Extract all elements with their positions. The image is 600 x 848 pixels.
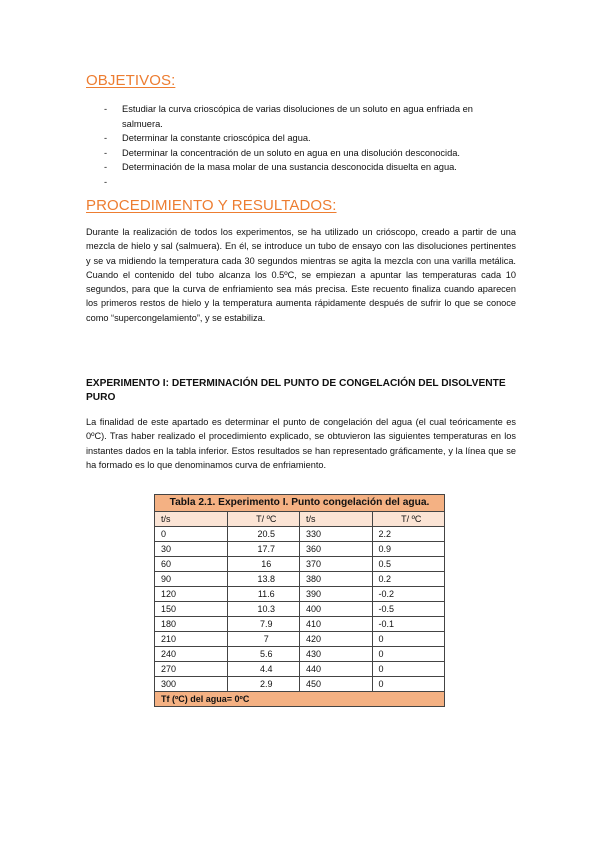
table-cell: 17.7 [227, 542, 300, 557]
table-cell: 450 [300, 677, 373, 692]
table-cell: 16 [227, 557, 300, 572]
table-row [155, 527, 445, 542]
experimento1-paragraph: La finalidad de este apartado es determinar el punto de congelación del agua (el cual teóricamente es 0ºC). Tras haber realizado el procedimiento explicado, se obtuvieron las siguientes temperaturas en los instantes dados en la tabla inferior. Estos resultados se han representado gráficamente, y la línea que se ha formado es lo que denominamos curva de enfriamiento. [86, 417, 516, 470]
table-cell: 120 [155, 587, 228, 602]
table-cell: 430 [300, 647, 373, 662]
table-row [155, 677, 445, 692]
table-cell: 270 [155, 662, 228, 677]
table-cell: 360 [300, 542, 373, 557]
table-cell: 30 [155, 542, 228, 557]
table-cell: 13.8 [227, 572, 300, 587]
table-cell: -0.2 [372, 587, 445, 602]
table-cell: 90 [155, 572, 228, 587]
table-header-cell: t/s [155, 512, 228, 527]
procedimiento-paragraph: Durante la realización de todos los experimentos, se ha utilizado un crióscopo, creado a partir de una mezcla de hielo y sal (salmuera). En él, se introduce un tubo de ensayo con las disoluciones pertinentes y se va midiendo la temperatura cada 30 segundos mientras se agita la mezcla con una varilla metálica. Cuando el contenido del tubo alcanza los 0.5ºC, se empiezan a apuntar las temperaturas cada 10 segundos, para que la curva de enfriamiento sea más precisa. Este recuento finaliza cuando aparecen los primeros restos de hielo y la temperatura aumenta rápidamente después de sufrir lo que se conoce como “supercongelamiento”, y se estabiliza. [86, 227, 516, 323]
table-cell: 400 [300, 602, 373, 617]
table-cell: 0.9 [372, 542, 445, 557]
table-cell: 0 [155, 527, 228, 542]
table-cell: 440 [300, 662, 373, 677]
table-cell: 4.4 [227, 662, 300, 677]
objetivo-item: - Determinar la constante crioscópica del agua. [104, 131, 504, 146]
table-cell: 0 [372, 647, 445, 662]
table-cell: 150 [155, 602, 228, 617]
table-cell: 240 [155, 647, 228, 662]
table-cell: 20.5 [227, 527, 300, 542]
table-row [155, 602, 445, 617]
table-cell: 60 [155, 557, 228, 572]
table-cell: 330 [300, 527, 373, 542]
table-cell: 2.2 [372, 527, 445, 542]
table-row [155, 647, 445, 662]
table-cell: 5.6 [227, 647, 300, 662]
table-cell: 7 [227, 632, 300, 647]
objetivo-item: - Estudiar la curva crioscópica de varias disoluciones de un soluto en agua enfriada en salmuera. [104, 102, 504, 131]
table-cell: 0.2 [372, 572, 445, 587]
table-cell: 0.5 [372, 557, 445, 572]
table-header-row [155, 512, 445, 527]
table-row [155, 542, 445, 557]
table-cell: 11.6 [227, 587, 300, 602]
table-cell: 0 [372, 677, 445, 692]
table-cell: 390 [300, 587, 373, 602]
table-header-cell: T/ ºC [372, 512, 445, 527]
table-cell: 210 [155, 632, 228, 647]
table-body [155, 527, 445, 692]
table-row [155, 632, 445, 647]
objetivo-item: - Determinación de la masa molar de una sustancia desconocida disuelta en agua. [104, 160, 504, 175]
table-cell: 410 [300, 617, 373, 632]
table-row [155, 572, 445, 587]
procedimiento-heading: PROCEDIMIENTO Y RESULTADOS: [86, 197, 337, 214]
objetivo-item: - Determinar la concentración de un soluto en agua en una disolución desconocida. [104, 146, 504, 161]
objetivos-heading: OBJETIVOS: [86, 72, 176, 89]
table-row [155, 557, 445, 572]
table-cell: -0.5 [372, 602, 445, 617]
experimento1-heading: EXPERIMENTO I: DETERMINACIÓN DEL PUNTO DE CONGELACIÓN DEL DISOLVENTE PURO [86, 378, 506, 403]
results-table [154, 494, 445, 707]
table-footer: Tf (ºC) del agua= 0ºC [155, 692, 445, 707]
table-cell: 380 [300, 572, 373, 587]
table-cell: 7.9 [227, 617, 300, 632]
table-cell: 10.3 [227, 602, 300, 617]
table-row [155, 587, 445, 602]
table-row [155, 662, 445, 677]
table-cell: 370 [300, 557, 373, 572]
table-cell: 420 [300, 632, 373, 647]
table-header-cell: t/s [300, 512, 373, 527]
table-cell: 0 [372, 632, 445, 647]
objetivos-list [104, 102, 504, 190]
table-cell: 180 [155, 617, 228, 632]
table-cell: 2.9 [227, 677, 300, 692]
objetivo-item-empty [104, 175, 504, 190]
table-cell: -0.1 [372, 617, 445, 632]
table-header-cell: T/ ºC [227, 512, 300, 527]
table-cell: 0 [372, 662, 445, 677]
table-cell: 300 [155, 677, 228, 692]
table-caption: Tabla 2.1. Experimento I. Punto congelación del agua. [155, 495, 445, 512]
table-row [155, 617, 445, 632]
